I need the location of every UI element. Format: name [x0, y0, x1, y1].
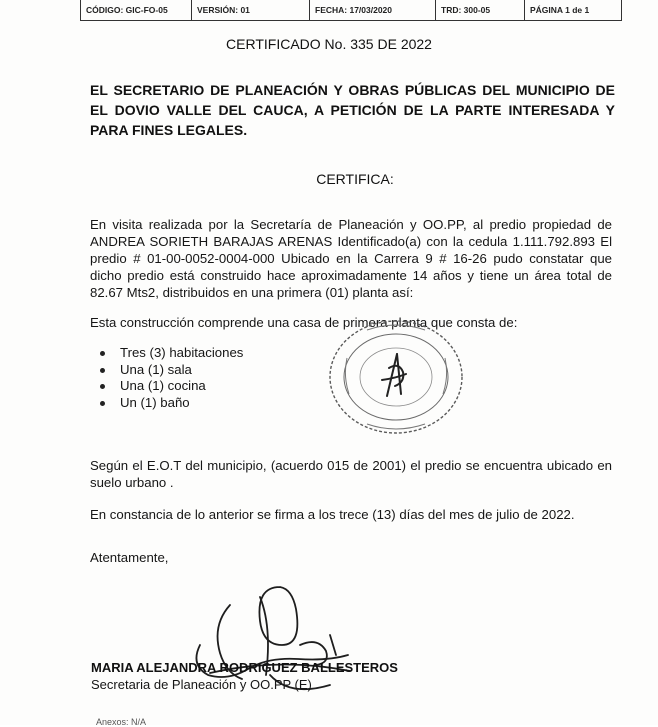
bullet-icon — [100, 401, 105, 406]
issuer-heading: EL SECRETARIO DE PLANEACIÓN Y OBRAS PÚBLICAS DEL MUNICIPIO DE EL DOVIO VALLE DEL CAUCA, A PETICIÓN DE LA PARTE INTERESADA Y PARA FINES LEGALES. — [90, 82, 615, 138]
room-label: Una (1) cocina — [120, 378, 206, 393]
document-control-header — [80, 0, 622, 21]
bullet-icon — [100, 368, 105, 373]
land-use-paragraph: Según el E.O.T del municipio, (acuerdo 015 de 2001) el predio se encuentra ubicado en suelo urbano . — [90, 458, 612, 490]
room-label: Tres (3) habitaciones — [120, 345, 244, 360]
annexes-note: Anexos: N/A — [96, 717, 147, 727]
signer-name: MARIA ALEJANDRA RODRIGUEZ BALLESTEROS — [91, 660, 398, 675]
rooms-list — [100, 345, 243, 411]
signer-role: Secretaria de Planeación y OO.PP (E) — [91, 677, 312, 692]
list-item — [100, 395, 243, 412]
visit-paragraph: En visita realizada por la Secretaría de Planeación y OO.PP, al predio propiedad de ANDREA SORIETH BARAJAS ARENAS Identificado(a) con la cedula 1.111.792.893 El predio # 01-00-0052-0004-000 Ubicado en la Carrera 9 # 16-26 pudo constatar que dicho predio está construido hace aproximadamente 14 años y tiene un área total de 82.67 Mts2, distribuidos en una primera (01) planta así: — [90, 217, 612, 300]
list-item — [100, 345, 243, 362]
date-cell: FECHA: 17/03/2020 — [310, 0, 436, 20]
trd-cell: TRD: 300-05 — [436, 0, 525, 20]
official-seal-icon — [327, 318, 465, 436]
construction-paragraph: Esta construcción comprende una casa de primera planta que consta de: — [90, 315, 518, 330]
bullet-icon — [100, 384, 105, 389]
code-cell: CÓDIGO: GIC-FO-05 — [81, 0, 192, 20]
version-cell: VERSIÓN: 01 — [192, 0, 310, 20]
list-item — [100, 378, 243, 395]
page-number-cell: PÁGINA 1 de 1 — [530, 5, 590, 15]
room-label: Un (1) baño — [120, 394, 190, 410]
list-item — [100, 362, 243, 379]
closing-text: Atentamente, — [90, 550, 169, 565]
certifica-heading: CERTIFICA: — [316, 171, 394, 187]
bullet-icon — [100, 351, 105, 356]
certificate-title: CERTIFICADO No. 335 DE 2022 — [226, 36, 432, 52]
signing-date-paragraph: En constancia de lo anterior se firma a los trece (13) días del mes de julio de 2022. — [90, 507, 575, 522]
room-label: Una (1) sala — [120, 361, 192, 377]
